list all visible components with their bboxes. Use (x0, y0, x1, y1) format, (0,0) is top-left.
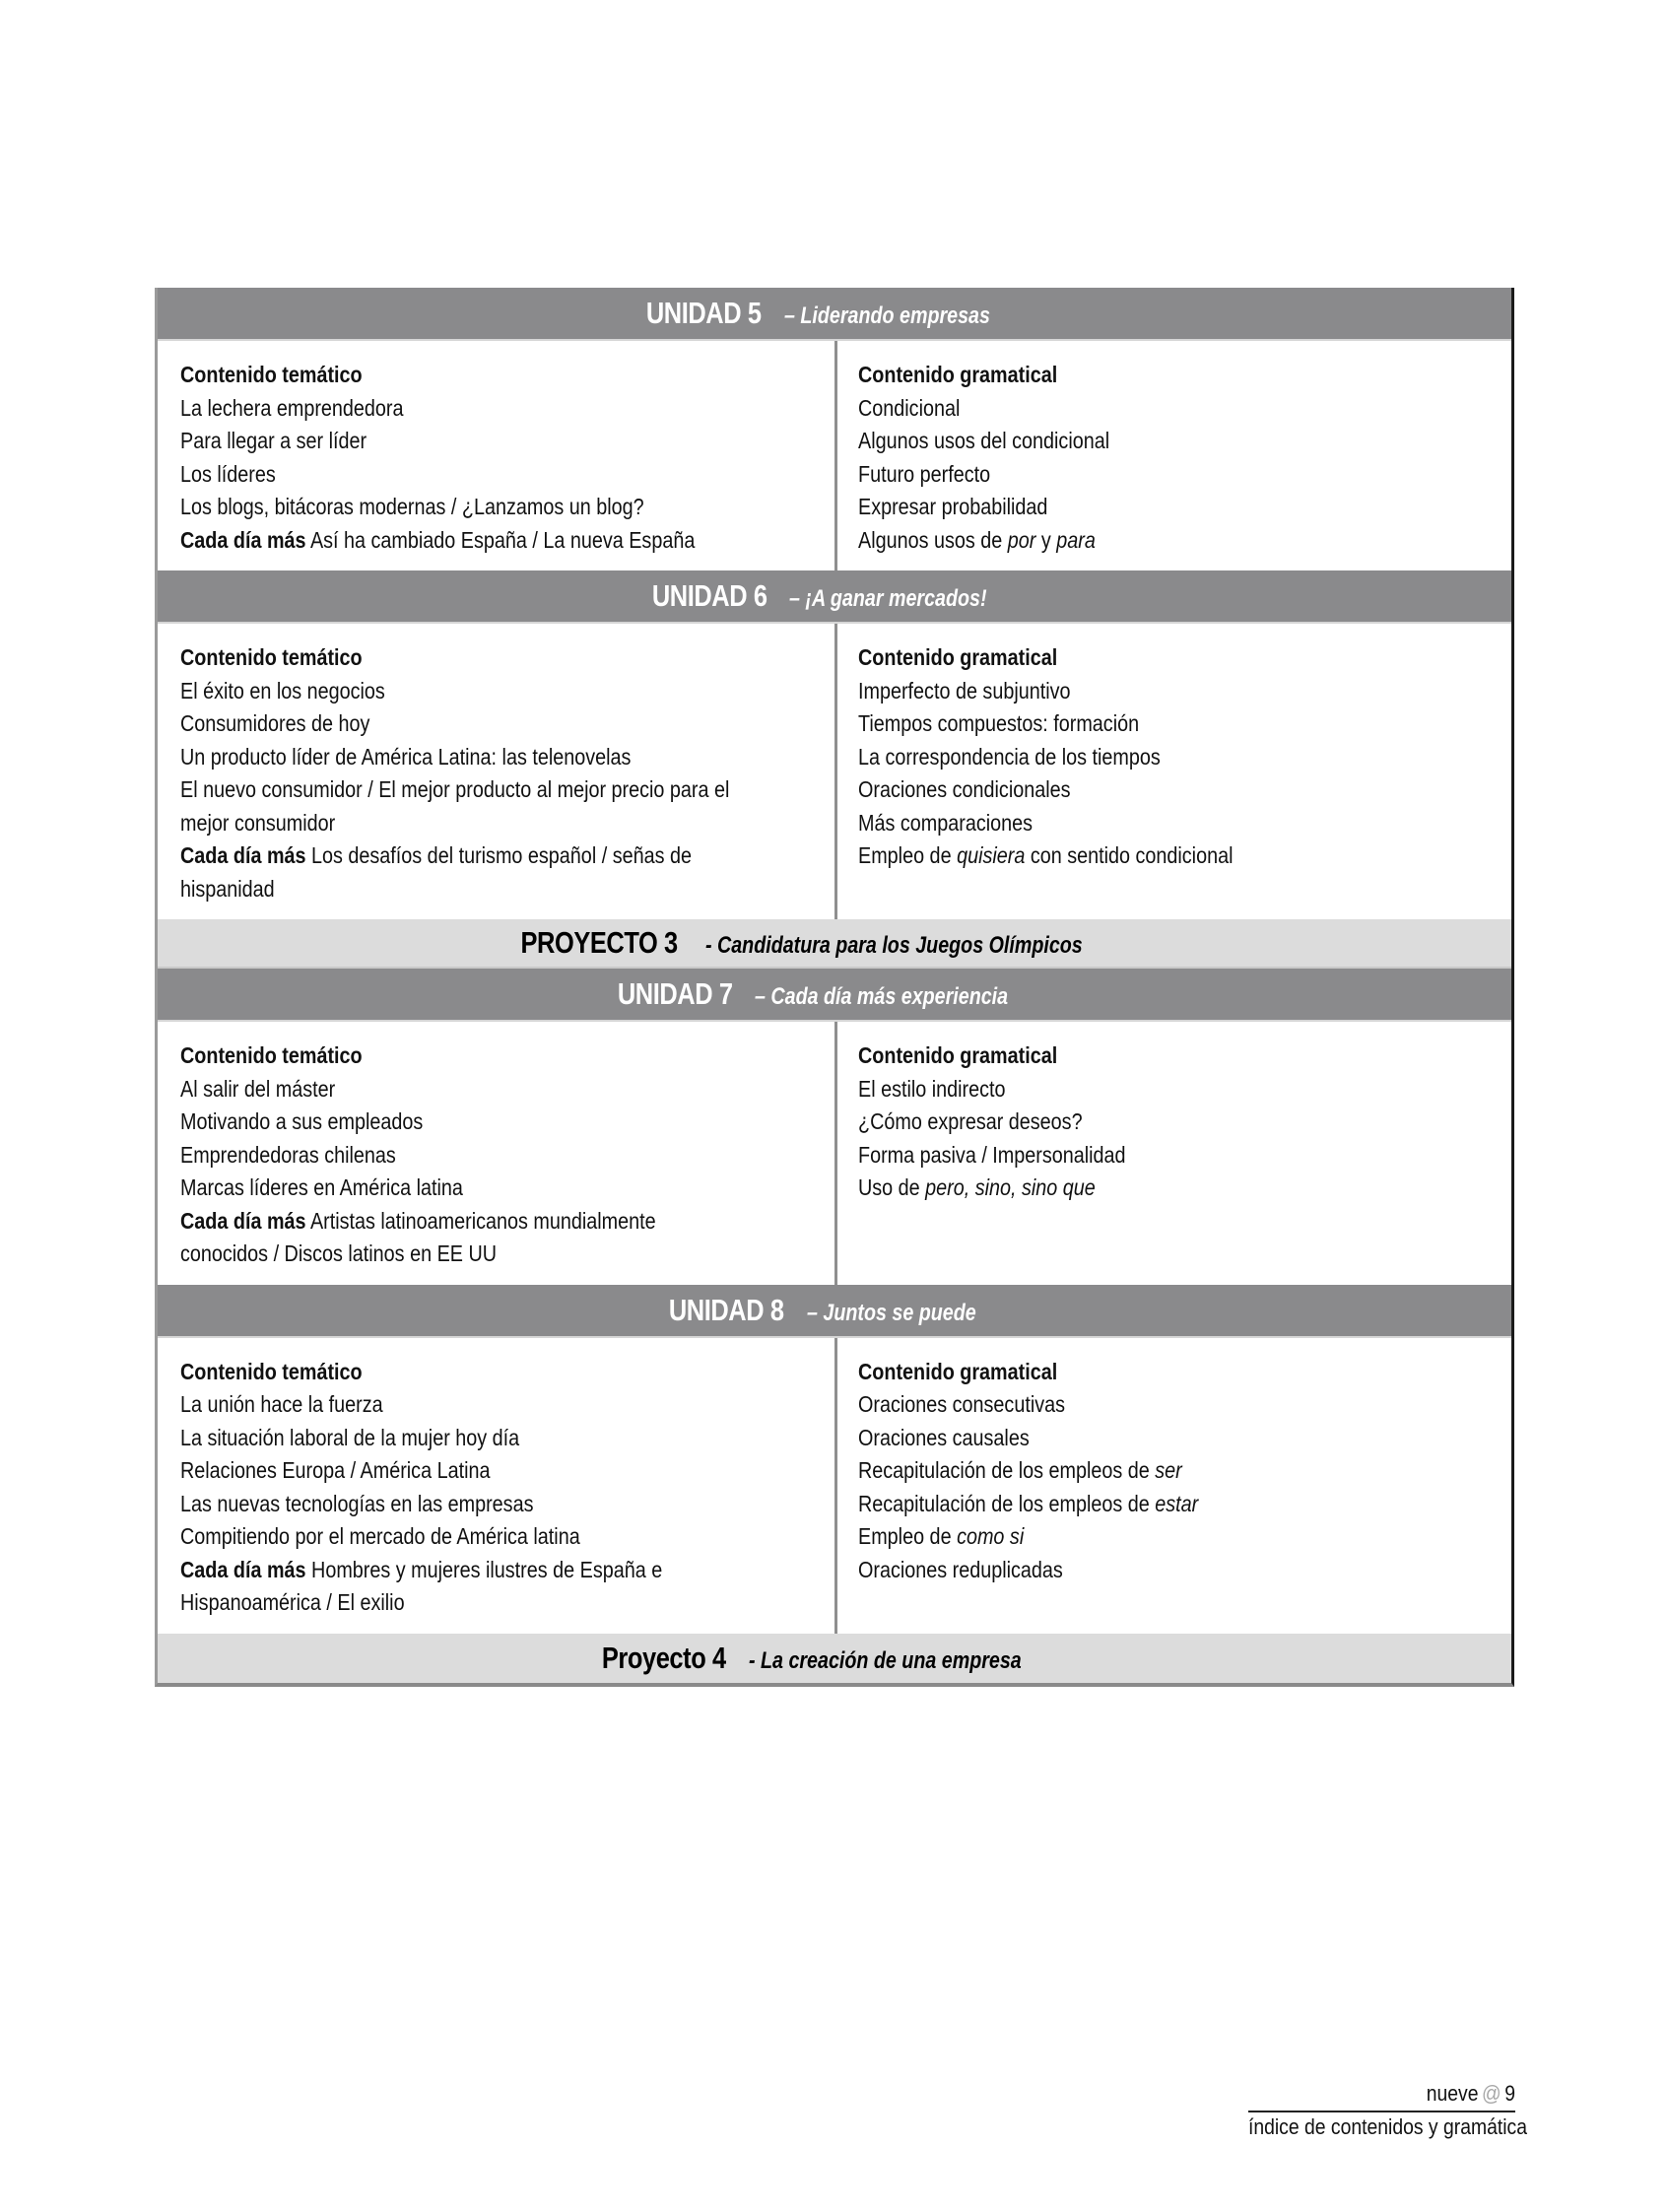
page-word: nueve (1426, 2081, 1479, 2106)
list-item: Motivando a sus empleados (180, 1108, 424, 1134)
unit-subtitle: – Juntos se puede (806, 1299, 976, 1326)
gramatical-heading: Contenido gramatical (857, 1358, 1057, 1384)
list-item: Un producto líder de América Latina: las telenovelas (180, 743, 632, 770)
cada-dia-text: hispanidad (180, 875, 275, 902)
italic-term: por (1007, 526, 1035, 553)
section-title: índice de contenidos y gramática (1247, 2114, 1528, 2139)
cada-dia-text: Los desafíos del turismo español / señas de (311, 842, 692, 868)
tematico-column (158, 624, 837, 919)
list-item (858, 1172, 1421, 1205)
unit-label: UNIDAD 8 (668, 1292, 784, 1327)
italic-term: como si (956, 1523, 1024, 1549)
unit-5-header (158, 288, 1511, 339)
tematico-column (158, 1022, 837, 1285)
unit-subtitle: – Cada día más experiencia (755, 983, 1009, 1010)
page-number-line (1248, 2081, 1515, 2112)
list-item: Oraciones causales (857, 1424, 1030, 1450)
text: y (1034, 526, 1056, 553)
tematico-column (158, 341, 837, 570)
text: Empleo de (857, 1523, 957, 1549)
italic-term: estar (1154, 1490, 1198, 1516)
text: con sentido condicional (1024, 842, 1233, 868)
cada-dia-label: Cada día más (180, 1207, 306, 1234)
list-item: Expresar probabilidad (857, 494, 1047, 519)
text: Empleo de (857, 842, 957, 868)
list-item: Más comparaciones (857, 809, 1033, 836)
list-item: El estilo indirecto (857, 1075, 1006, 1102)
cada-dia-text: Así ha cambiado España / La nueva España (309, 526, 696, 553)
cada-dia-label: Cada día más (180, 842, 306, 868)
list-item: Las nuevas tecnologías en las empresas (180, 1490, 534, 1516)
list-item: Emprendedoras chilenas (180, 1141, 396, 1168)
cada-dia-item (180, 1205, 743, 1239)
unit-subtitle: – ¡A ganar mercados! (788, 585, 987, 612)
cada-dia-text: Hombres y mujeres ilustres de España e (311, 1556, 663, 1582)
gramatical-column (837, 1338, 1512, 1634)
list-item: La unión hace la fuerza (180, 1391, 383, 1417)
cada-dia-text: conocidos / Discos latinos en EE UU (180, 1240, 498, 1266)
list-item: Futuro perfecto (857, 460, 990, 487)
project-subtitle: - La creación de una empresa (749, 1646, 1022, 1674)
list-item: Al salir del máster (180, 1075, 336, 1102)
text: Recapitulación de los empleos de (857, 1490, 1155, 1516)
cada-dia-text: Hispanoamérica / El exilio (180, 1589, 405, 1615)
project-3-header (158, 919, 1511, 969)
cada-dia-item (180, 839, 743, 873)
cada-dia-item (180, 524, 743, 558)
unit-5-body (158, 339, 1511, 570)
list-item: Para llegar a ser líder (180, 428, 367, 453)
gramatical-column (837, 624, 1512, 919)
text: Recapitulación de los empleos de (857, 1457, 1155, 1483)
text: Uso de (857, 1174, 925, 1200)
project-label: PROYECTO 3 (520, 925, 679, 960)
unit-label: UNIDAD 6 (651, 578, 767, 613)
list-item: Marcas líderes en América latina (180, 1174, 463, 1200)
gramatical-column (837, 341, 1512, 570)
list-item: Los líderes (180, 460, 276, 487)
tematico-heading: Contenido temático (180, 1042, 363, 1068)
tematico-heading: Contenido temático (180, 362, 363, 387)
cada-dia-label: Cada día más (180, 1556, 306, 1582)
list-item: La situación laboral de la mujer hoy día (180, 1424, 520, 1450)
list-item: Los blogs, bitácoras modernas / ¿Lanzamos un blog? (180, 494, 644, 519)
list-item: Imperfecto de subjuntivo (857, 677, 1071, 704)
unit-7-body (158, 1020, 1511, 1285)
unit-6-header (158, 570, 1511, 622)
cada-dia-item (180, 1554, 743, 1587)
list-item: Relaciones Europa / América Latina (180, 1457, 491, 1483)
list-item: Tiempos compuestos: formación (857, 710, 1139, 736)
italic-term: para (1055, 526, 1096, 553)
unit-subtitle: – Liderando empresas (783, 302, 990, 329)
tematico-heading: Contenido temático (180, 1358, 363, 1384)
list-item: ¿Cómo expresar deseos? (857, 1108, 1083, 1134)
list-item: Consumidores de hoy (180, 710, 370, 736)
list-item: mejor consumidor (180, 809, 336, 836)
unit-8-body (158, 1336, 1511, 1634)
list-item: Oraciones consecutivas (857, 1391, 1065, 1417)
list-item: La correspondencia de los tiempos (857, 743, 1161, 770)
text: Algunos usos de (857, 526, 1008, 553)
tematico-heading: Contenido temático (180, 644, 363, 670)
italic-term: ser (1154, 1457, 1182, 1483)
list-item: Forma pasiva / Impersonalidad (857, 1141, 1126, 1168)
cada-dia-text: Artistas latinoamericanos mundialmente (309, 1207, 656, 1234)
unit-8-header (158, 1285, 1511, 1336)
list-item: Algunos usos del condicional (857, 428, 1109, 453)
at-icon: @ (1482, 2081, 1501, 2106)
list-item: Condicional (857, 394, 960, 421)
project-subtitle: - Candidatura para los Juegos Olímpicos (704, 932, 1083, 959)
unit-label: UNIDAD 7 (617, 976, 733, 1011)
list-item (858, 524, 1421, 558)
project-label: Proyecto 4 (601, 1640, 726, 1675)
list-item (858, 1520, 1421, 1554)
unit-label: UNIDAD 5 (646, 296, 762, 330)
gramatical-heading: Contenido gramatical (857, 1042, 1057, 1068)
list-item (858, 1454, 1421, 1488)
list-item (858, 1488, 1421, 1521)
list-item: El éxito en los negocios (180, 677, 385, 704)
italic-term: pero, sino, sino que (924, 1174, 1096, 1200)
page-footer (1212, 2081, 1528, 2140)
cada-dia-label: Cada día más (180, 526, 306, 553)
gramatical-heading: Contenido gramatical (857, 362, 1057, 387)
page-number: 9 (1504, 2081, 1515, 2106)
italic-term: quisiera (956, 842, 1025, 868)
list-item: El nuevo consumidor / El mejor producto al mejor precio para el (180, 776, 730, 802)
project-4-header (158, 1634, 1511, 1683)
unit-7-header (158, 969, 1511, 1020)
list-item: Compitiendo por el mercado de América latina (180, 1523, 580, 1549)
list-item: La lechera emprendedora (180, 394, 404, 421)
contents-table (155, 288, 1514, 1687)
list-item: Oraciones reduplicadas (857, 1556, 1063, 1582)
list-item (858, 839, 1421, 873)
gramatical-column (837, 1022, 1512, 1285)
gramatical-heading: Contenido gramatical (857, 644, 1057, 670)
tematico-column (158, 1338, 837, 1634)
list-item: Oraciones condicionales (857, 776, 1071, 802)
unit-6-body (158, 622, 1511, 919)
